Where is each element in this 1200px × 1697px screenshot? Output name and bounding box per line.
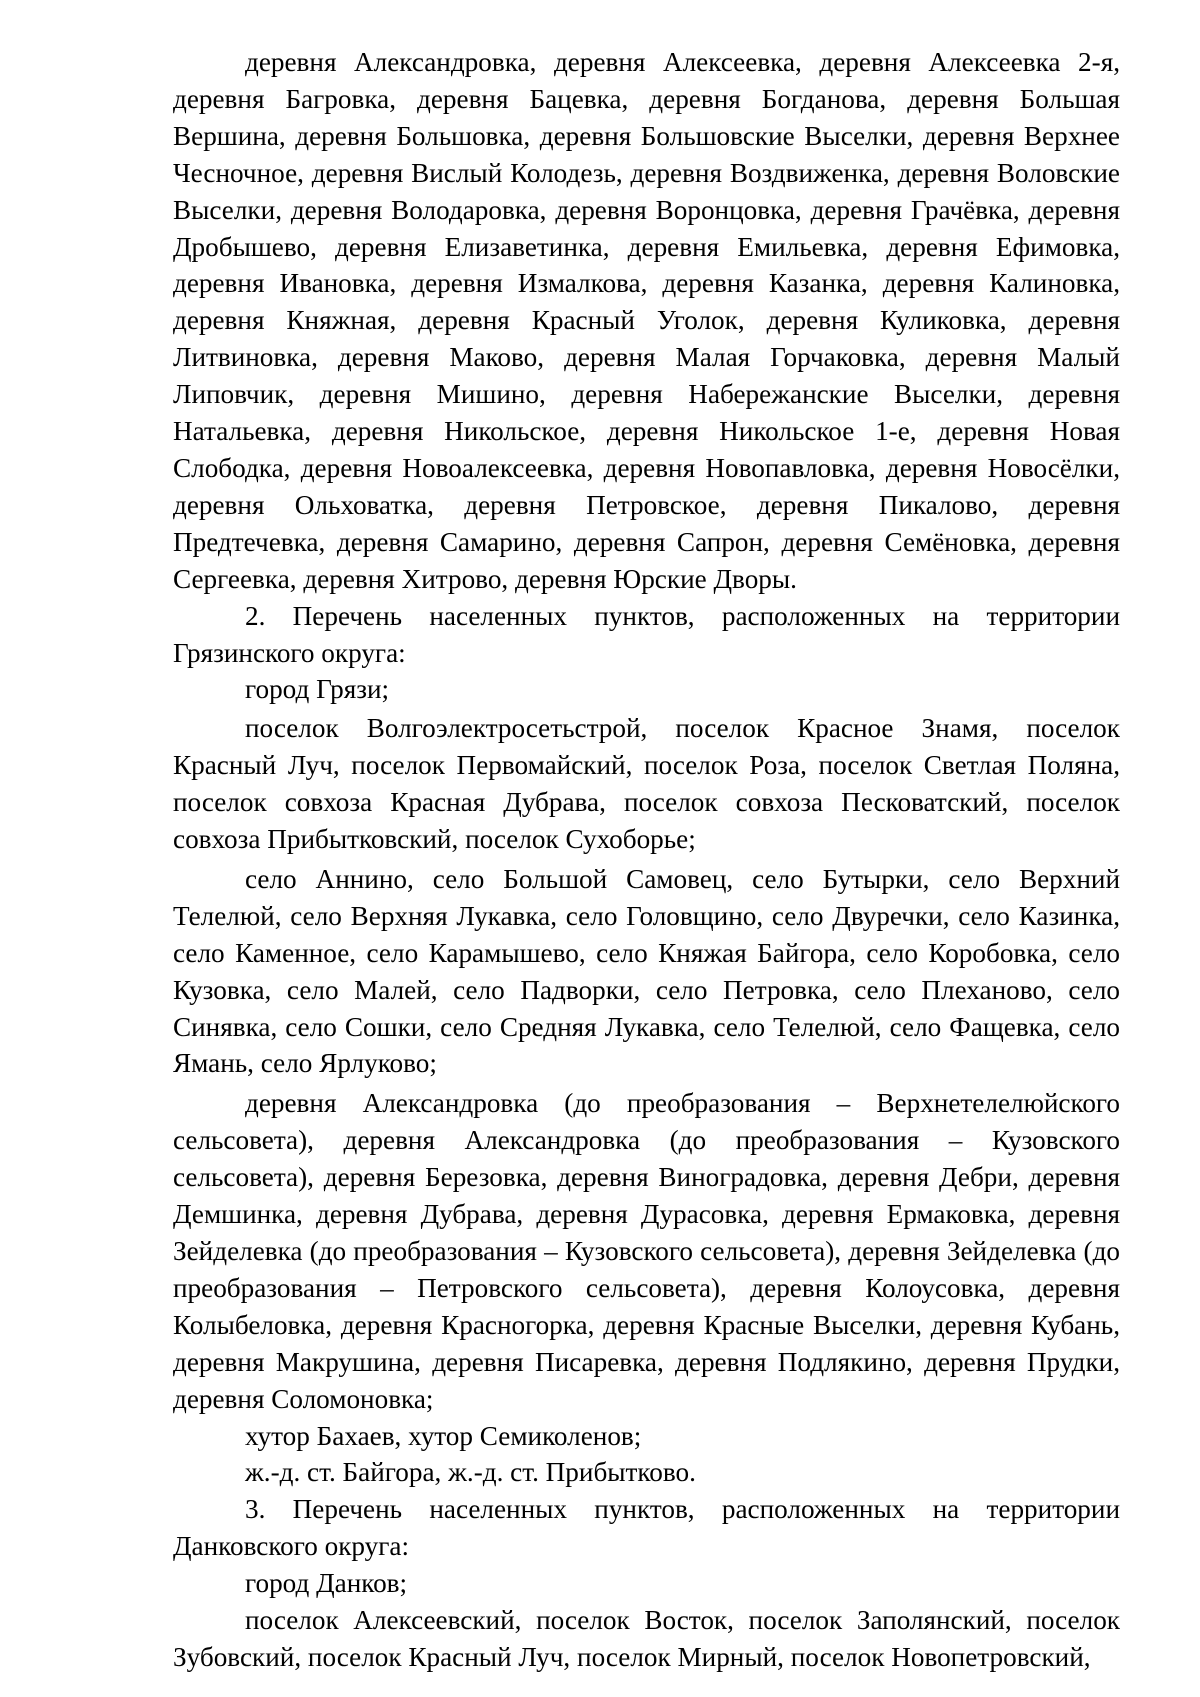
paragraph-city-gryazi: город Грязи; bbox=[245, 674, 390, 705]
paragraph-sela-gryazinsky: село Аннино, село Большой Самовец, село Бутырки, село Верхний Телелюй, село Верхняя Лукавка, село Головщино, село Двуречки, село Казинка, село Каменное, село Карамышево, село Княжая Байгора, село Коробовка, село Кузовка, село Малей, село Падворки, село Петровка, село Плеханово, село Синявка, село Сошки, село Средняя Лукавка, село Телелюй, село Фащевка, село Ямань, село Ярлуково; bbox=[173, 863, 1120, 1079]
paragraph-khutora: хутор Бахаев, хутор Семиколенов; bbox=[245, 1420, 642, 1451]
paragraph-section-3-heading: 3. Перечень населенных пунктов, расположенных на территории Данковского округа: bbox=[173, 1494, 1120, 1562]
paragraph-poselki-gryazinsky: поселок Волгоэлектросетьстрой, поселок Красное Знамя, поселок Красный Луч, поселок Первомайский, поселок Роза, поселок Светлая Поляна, поселок совхоза Красная Дубрава, поселок совхоза Песковатский, поселок совхоза Прибытковский, поселок Сухоборье; bbox=[173, 713, 1120, 855]
paragraph-derevni-gryazinsky: деревня Александровка (до преобразования – Верхнетелелюйского сельсовета), деревня Александровка (до преобразования – Кузовского сельсовета), деревня Березовка, деревня Виноградовка, деревня Дебри, деревня Демшинка, деревня Дубрава, деревня Дурасовка, деревня Ермаковка, деревня Зейделевка (до преобразования – Кузовского сельсовета), деревня Зейделевка (до преобразования – Петровского сельсовета), деревня Колоусовка, деревня Колыбеловка, деревня Красногорка, деревня Красные Выселки, деревня Кубань, деревня Макрушина, деревня Писаревка, деревня Подлякино, деревня Прудки, деревня Соломоновка; bbox=[173, 1088, 1120, 1414]
paragraph-poselki-dankovsky: поселок Алексеевский, поселок Восток, поселок Заполянский, поселок Зубовский, поселок Красный Луч, поселок Мирный, поселок Новопетровский, bbox=[173, 1605, 1120, 1672]
paragraph-section-2-heading: 2. Перечень населенных пунктов, расположенных на территории Грязинского округа: bbox=[173, 600, 1120, 668]
paragraph-railway-stations: ж.-д. ст. Байгора, ж.-д. ст. Прибытково. bbox=[245, 1457, 696, 1488]
document-page bbox=[173, 44, 1120, 1676]
paragraph-city-dankov: город Данков; bbox=[245, 1568, 408, 1599]
paragraph-derevni-list-continued: деревня Александровка, деревня Алексеевка, деревня Алексеевка 2-я, деревня Багровка, деревня Бацевка, деревня Богданова, деревня Большая Вершина, деревня Большовка, деревня Большовские Выселки, деревня Верхнее Чесночное, деревня Вислый Колодезь, деревня Воздвиженка, деревня Воловские Выселки, деревня Володаровка, деревня Воронцовка, деревня Грачёвка, деревня Дробышево, деревня Елизаветинка, деревня Емильевка, деревня Ефимовка, деревня Ивановка, деревня Измалкова, деревня Казанка, деревня Калиновка, деревня Княжная, деревня Красный Уголок, деревня Куликовка, деревня Литвиновка, деревня Маково, деревня Малая Горчаковка, деревня Малый Липовчик, деревня Мишино, деревня Набережанские Выселки, деревня Натальевка, деревня Никольское, деревня Никольское 1-е, деревня Новая Слободка, деревня Новоалексеевка, деревня Новопавловка, деревня Новосёлки, деревня Ольховатка, деревня Петровское, деревня Пикалово, деревня Предтечевка, деревня Самарино, деревня Сапрон, деревня Семёновка, деревня Сергеевка, деревня Хитрово, деревня Юрские Дворы. bbox=[173, 47, 1120, 594]
